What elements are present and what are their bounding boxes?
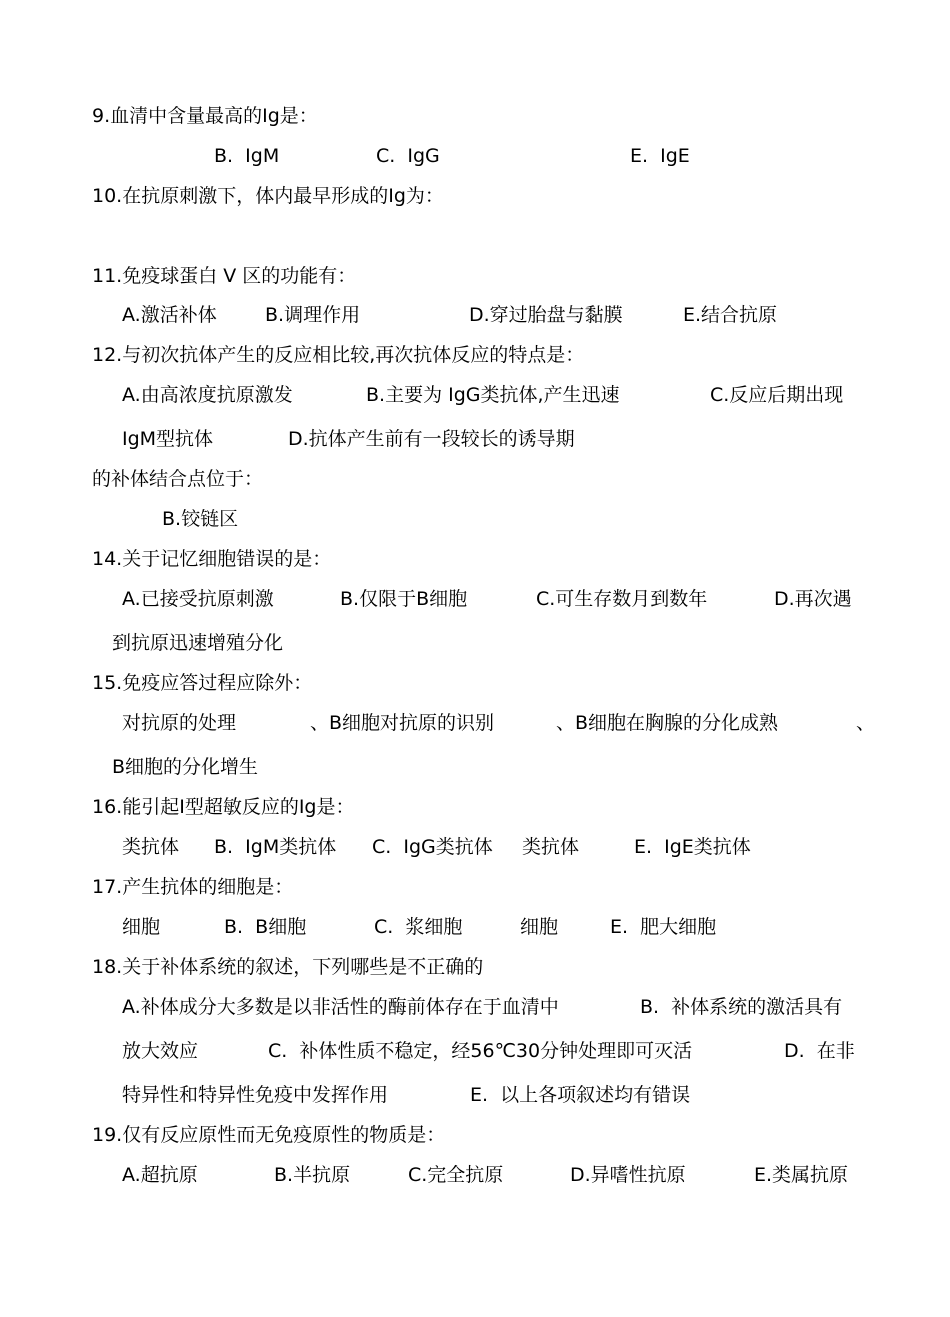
question-17-option-b: B. B细胞 bbox=[224, 916, 307, 938]
question-14-stem: 14.关于记忆细胞错误的是： bbox=[92, 548, 332, 570]
question-18-option-c: C. 补体性质不稳定，经56℃30分钟处理即可灭活 bbox=[268, 1040, 693, 1062]
question-16-option-c: C. IgG类抗体 bbox=[372, 836, 493, 858]
question-12-option-a: A.由高浓度抗原激发 bbox=[122, 384, 293, 406]
question-19-option-c: C.完全抗原 bbox=[408, 1164, 504, 1186]
question-19-stem: 19.仅有反应原性而无免疫原性的物质是： bbox=[92, 1124, 446, 1146]
question-16-option-d: 类抗体 bbox=[522, 836, 580, 858]
question-15-stem: 15.免疫应答过程应除外： bbox=[92, 672, 313, 694]
question-9-option-b: B. IgM bbox=[214, 145, 280, 167]
question-14-option-a: A.已接受抗原刺激 bbox=[122, 588, 274, 610]
question-10-stem: 10.在抗原刺激下，体内最早形成的Ig为： bbox=[92, 185, 444, 207]
question-15-option-c: 、B细胞在胸腺的分化成熟 bbox=[556, 712, 779, 734]
question-11-option-e: E.结合抗原 bbox=[683, 304, 778, 326]
question-11-option-d: D.穿过胎盘与黏膜 bbox=[469, 304, 623, 326]
question-18-option-b-cont: 放大效应 bbox=[122, 1040, 199, 1062]
question-18-stem: 18.关于补体系统的叙述，下列哪些是不正确的 bbox=[92, 956, 484, 978]
question-15-option-d-cont: B细胞的分化增生 bbox=[112, 756, 259, 778]
question-13-option-b: B.铰链区 bbox=[162, 508, 239, 530]
question-11-option-b: B.调理作用 bbox=[265, 304, 361, 326]
question-9-stem: 9.血清中含量最高的Ig是： bbox=[92, 105, 318, 127]
question-17-stem: 17.产生抗体的细胞是： bbox=[92, 876, 294, 898]
question-19-option-d: D.异嗜性抗原 bbox=[570, 1164, 686, 1186]
question-14-option-d: D.再次遇 bbox=[774, 588, 852, 610]
question-14-option-c: C.可生存数月到数年 bbox=[536, 588, 708, 610]
question-12-option-b: B.主要为 IgG类抗体,产生迅速 bbox=[366, 384, 620, 406]
question-18-option-d-cont: 特异性和特异性免疫中发挥作用 bbox=[122, 1084, 389, 1106]
question-12-option-d: D.抗体产生前有一段较长的诱导期 bbox=[288, 428, 575, 450]
question-16-option-e: E. IgE类抗体 bbox=[634, 836, 751, 858]
question-15-option-d: 、 bbox=[856, 712, 876, 734]
question-18-option-e: E. 以上各项叙述均有错误 bbox=[470, 1084, 691, 1106]
question-12-stem: 12.与初次抗体产生的反应相比较,再次抗体反应的特点是： bbox=[92, 344, 585, 366]
question-16-option-a: 类抗体 bbox=[122, 836, 180, 858]
question-16-stem: 16.能引起I型超敏反应的Ig是： bbox=[92, 796, 355, 818]
question-16-option-b: B. IgM类抗体 bbox=[214, 836, 337, 858]
question-14-option-b: B.仅限于B细胞 bbox=[340, 588, 468, 610]
question-18-option-b: B. 补体系统的激活具有 bbox=[640, 996, 843, 1018]
question-17-option-c: C. 浆细胞 bbox=[374, 916, 463, 938]
question-12-option-c: C.反应后期出现 bbox=[710, 384, 844, 406]
question-19-option-e: E.类属抗原 bbox=[754, 1164, 849, 1186]
question-11-option-a: A.激活补体 bbox=[122, 304, 217, 326]
question-17-option-a: 细胞 bbox=[122, 916, 161, 938]
question-14-option-d-cont: 到抗原迅速增殖分化 bbox=[112, 632, 284, 654]
question-19-option-b: B.半抗原 bbox=[274, 1164, 351, 1186]
question-17-option-e: E. 肥大细胞 bbox=[610, 916, 717, 938]
question-18-option-a: A.补体成分大多数是以非活性的酶前体存在于血清中 bbox=[122, 996, 559, 1018]
question-18-option-d: D. 在非 bbox=[784, 1040, 855, 1062]
question-19-option-a: A.超抗原 bbox=[122, 1164, 198, 1186]
question-12-option-c-cont: IgM型抗体 bbox=[122, 428, 214, 450]
question-9-option-c: C. IgG bbox=[376, 145, 440, 167]
question-17-option-d: 细胞 bbox=[520, 916, 559, 938]
question-9-option-e: E. IgE bbox=[630, 145, 690, 167]
question-11-stem: 11.免疫球蛋白 V 区的功能有： bbox=[92, 265, 357, 287]
question-13-stem: 的补体结合点位于： bbox=[92, 468, 264, 490]
question-15-option-a: 对抗原的处理 bbox=[122, 712, 237, 734]
question-15-option-b: 、B细胞对抗原的识别 bbox=[310, 712, 495, 734]
